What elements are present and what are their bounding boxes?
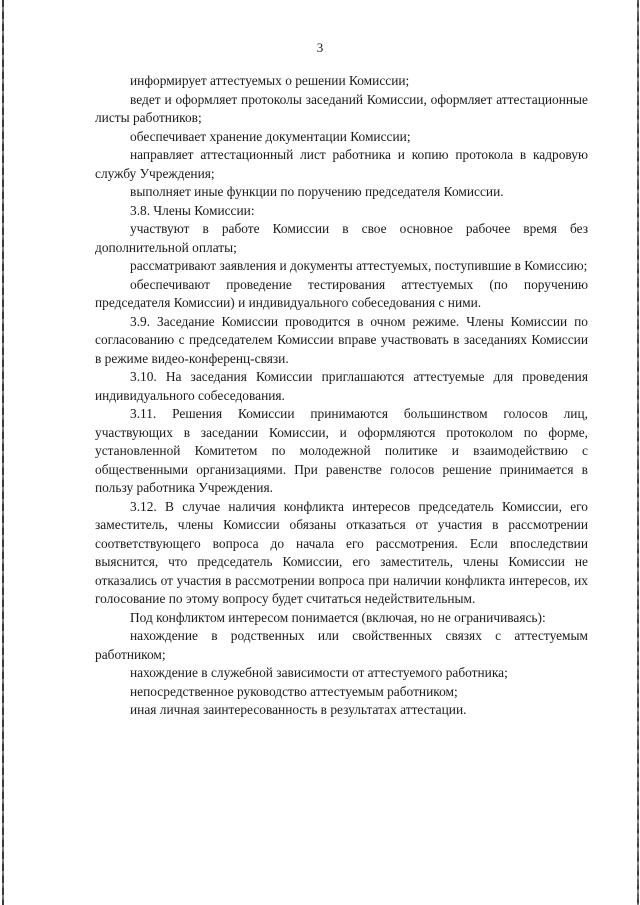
paragraph: направляет аттестационный лист работника и копию протокола в кадровую службу Учреждения; [95, 147, 588, 181]
paragraph: обеспечивает хранение документации Комиссии; [130, 128, 411, 144]
list-item: непосредственное руководство аттестуемым работником; [130, 683, 458, 699]
list-item: нахождение в служебной зависимости от аттестуемого работника; [130, 665, 508, 680]
paragraph: обеспечивают проведение тестирования аттестуемых (по поручению председателя Комиссии) и индивидуального собеседования с ними. [95, 276, 588, 310]
paragraph: рассматривают заявления и документы аттестуемых, поступившие в Комиссию; [130, 258, 588, 273]
clause-3-10: 3.10. На заседания Комиссии приглашаются аттестуемые для проведения индивидуального собеседования. [95, 369, 588, 403]
clause-3-11: 3.11. Решения Комиссии принимаются большинством голосов лиц, участвующих в заседании Комиссии, и оформляются протоколом по форме, установленной Комитетом по молодежной политике и взаимодействию с общественными организациями. При равенстве голосов решение принимается в пользу работника Учреждения. [95, 406, 588, 495]
clause-3-9: 3.9. Заседание Комиссии проводится в очном режиме. Члены Комиссии по согласованию с председателем Комиссии вправе участвовать в заседаниях Комиссии в режиме видео-конференц-связи. [95, 313, 588, 366]
paragraph: информирует аттестуемых о решении Комиссии; [130, 73, 410, 88]
scan-edge-left [2, 0, 4, 905]
document-body [95, 72, 588, 720]
scan-edge-right [637, 0, 639, 905]
list-item: иная личная заинтересованность в результатах аттестации. [130, 702, 467, 717]
paragraph: Под конфликтом интересом понимается (включая, но не ограничиваясь): [130, 609, 546, 625]
clause-3-12: 3.12. В случае наличия конфликта интересов председатель Комиссии, его заместитель, члены Комиссии обязаны отказаться от участия в рассмотрении соответствующего вопроса до начала его рассмотрения. Если впоследствии выяснится, что председатель Комиссии, его заместитель, члены Комиссии не отказались от участия в рассмотрении вопроса при наличии конфликта интересов, их голосование по этому вопросу будет считаться недействительным. [95, 498, 588, 606]
paragraph: ведет и оформляет протоколы заседаний Комиссии, оформляет аттестационные листы работников; [95, 91, 588, 125]
paragraph: участвуют в работе Комиссии в свое основное рабочее время без дополнительной оплаты; [95, 221, 588, 255]
page-number: 3 [316, 40, 324, 55]
list-item: нахождение в родственных или свойственных связях с аттестуемым работником; [95, 628, 588, 662]
section-heading-3-8: 3.8. Члены Комиссии: [130, 202, 255, 218]
paragraph: выполняет иные функции по поручению председателя Комиссии. [130, 184, 504, 199]
